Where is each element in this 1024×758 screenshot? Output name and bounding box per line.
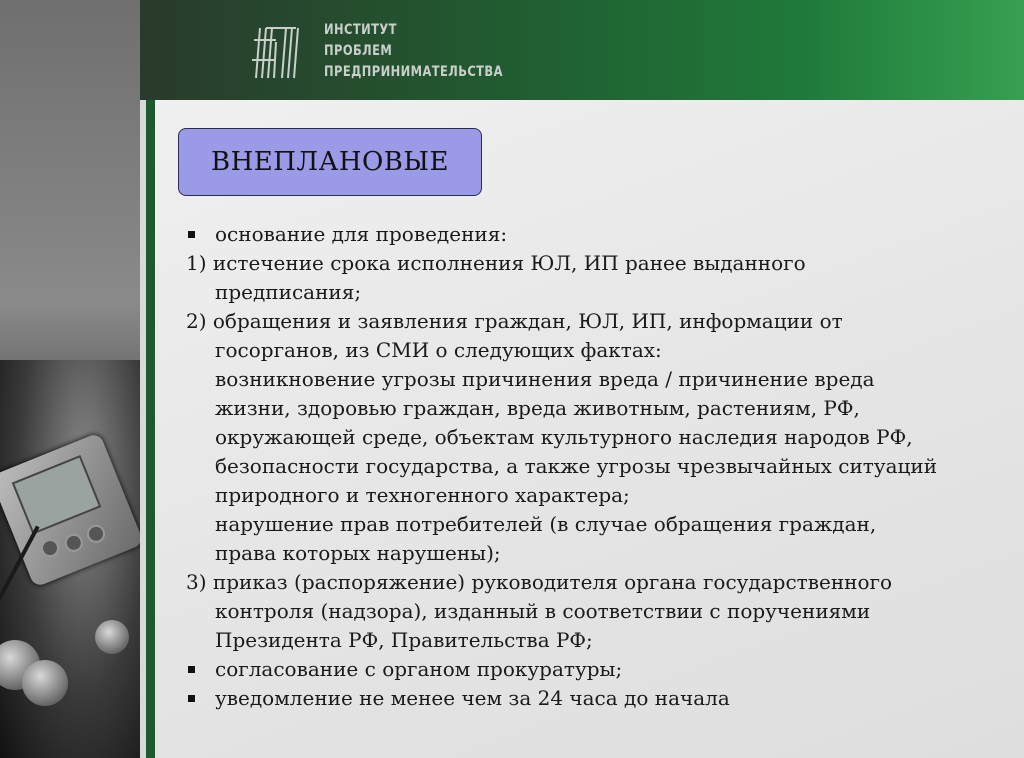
list-item-continuation: права которых нарушены); [215, 541, 501, 565]
bullet-icon [186, 655, 215, 684]
logo-line: ПРЕДПРИНИМАТЕЛЬСТВА [324, 64, 503, 80]
coin-image [22, 660, 68, 706]
list-item [186, 684, 1006, 713]
pda-button [84, 522, 107, 545]
list-item-continuation: предписания; [215, 280, 362, 304]
slide-body [186, 220, 1006, 713]
logo-icon [246, 20, 304, 82]
bullet-icon [186, 220, 215, 249]
coin-image [95, 620, 129, 654]
list-item: 2) обращения и заявления граждан, ЮЛ, ИП, информации от [186, 309, 843, 333]
green-stripe [146, 100, 155, 758]
bullet-icon [186, 684, 215, 713]
list-item-continuation: окружающей среде, объектам культурного наследия народов РФ, [215, 425, 913, 449]
logo-text [324, 20, 503, 83]
list-item-continuation: безопасности государства, а также угрозы чрезвычайных ситуаций [215, 454, 938, 478]
list-item-text: уведомление не менее чем за 24 часа до начала [215, 686, 730, 710]
list-item-text: согласование с органом прокуратуры; [215, 657, 623, 681]
slide-heading: ВНЕПЛАНОВЫЕ [178, 128, 482, 196]
list-item-continuation: госорганов, из СМИ о следующих фактах: [215, 338, 662, 362]
pda-screen [12, 455, 102, 535]
list-item-continuation: жизни, здоровью граждан, вреда животным, растениям, РФ, [215, 396, 860, 420]
list-item [186, 655, 1006, 684]
logo-line: ПРОБЛЕМ [324, 43, 393, 59]
list-item-continuation: природного и техногенного характера; [215, 483, 630, 507]
list-item: 3) приказ (распоряжение) руководителя органа государственного [186, 570, 893, 594]
list-item-continuation: возникновение угрозы причинения вреда / причинение вреда [215, 367, 875, 391]
pda-button [62, 531, 85, 554]
list-item-continuation: Президента РФ, Правительства РФ; [215, 628, 593, 652]
decorative-photo-panel [0, 0, 140, 758]
list-item [186, 220, 1006, 249]
list-item-continuation: контроля (надзора), изданный в соответствии с поручениями [215, 599, 871, 623]
list-item: 1) истечение срока исполнения ЮЛ, ИП ранее выданного [186, 251, 806, 275]
pda-button [38, 536, 61, 559]
list-item-continuation: нарушение прав потребителей (в случае обращения граждан, [215, 512, 877, 536]
list-item-text: основание для проведения: [215, 222, 508, 246]
logo-line: ИНСТИТУТ [324, 22, 397, 38]
